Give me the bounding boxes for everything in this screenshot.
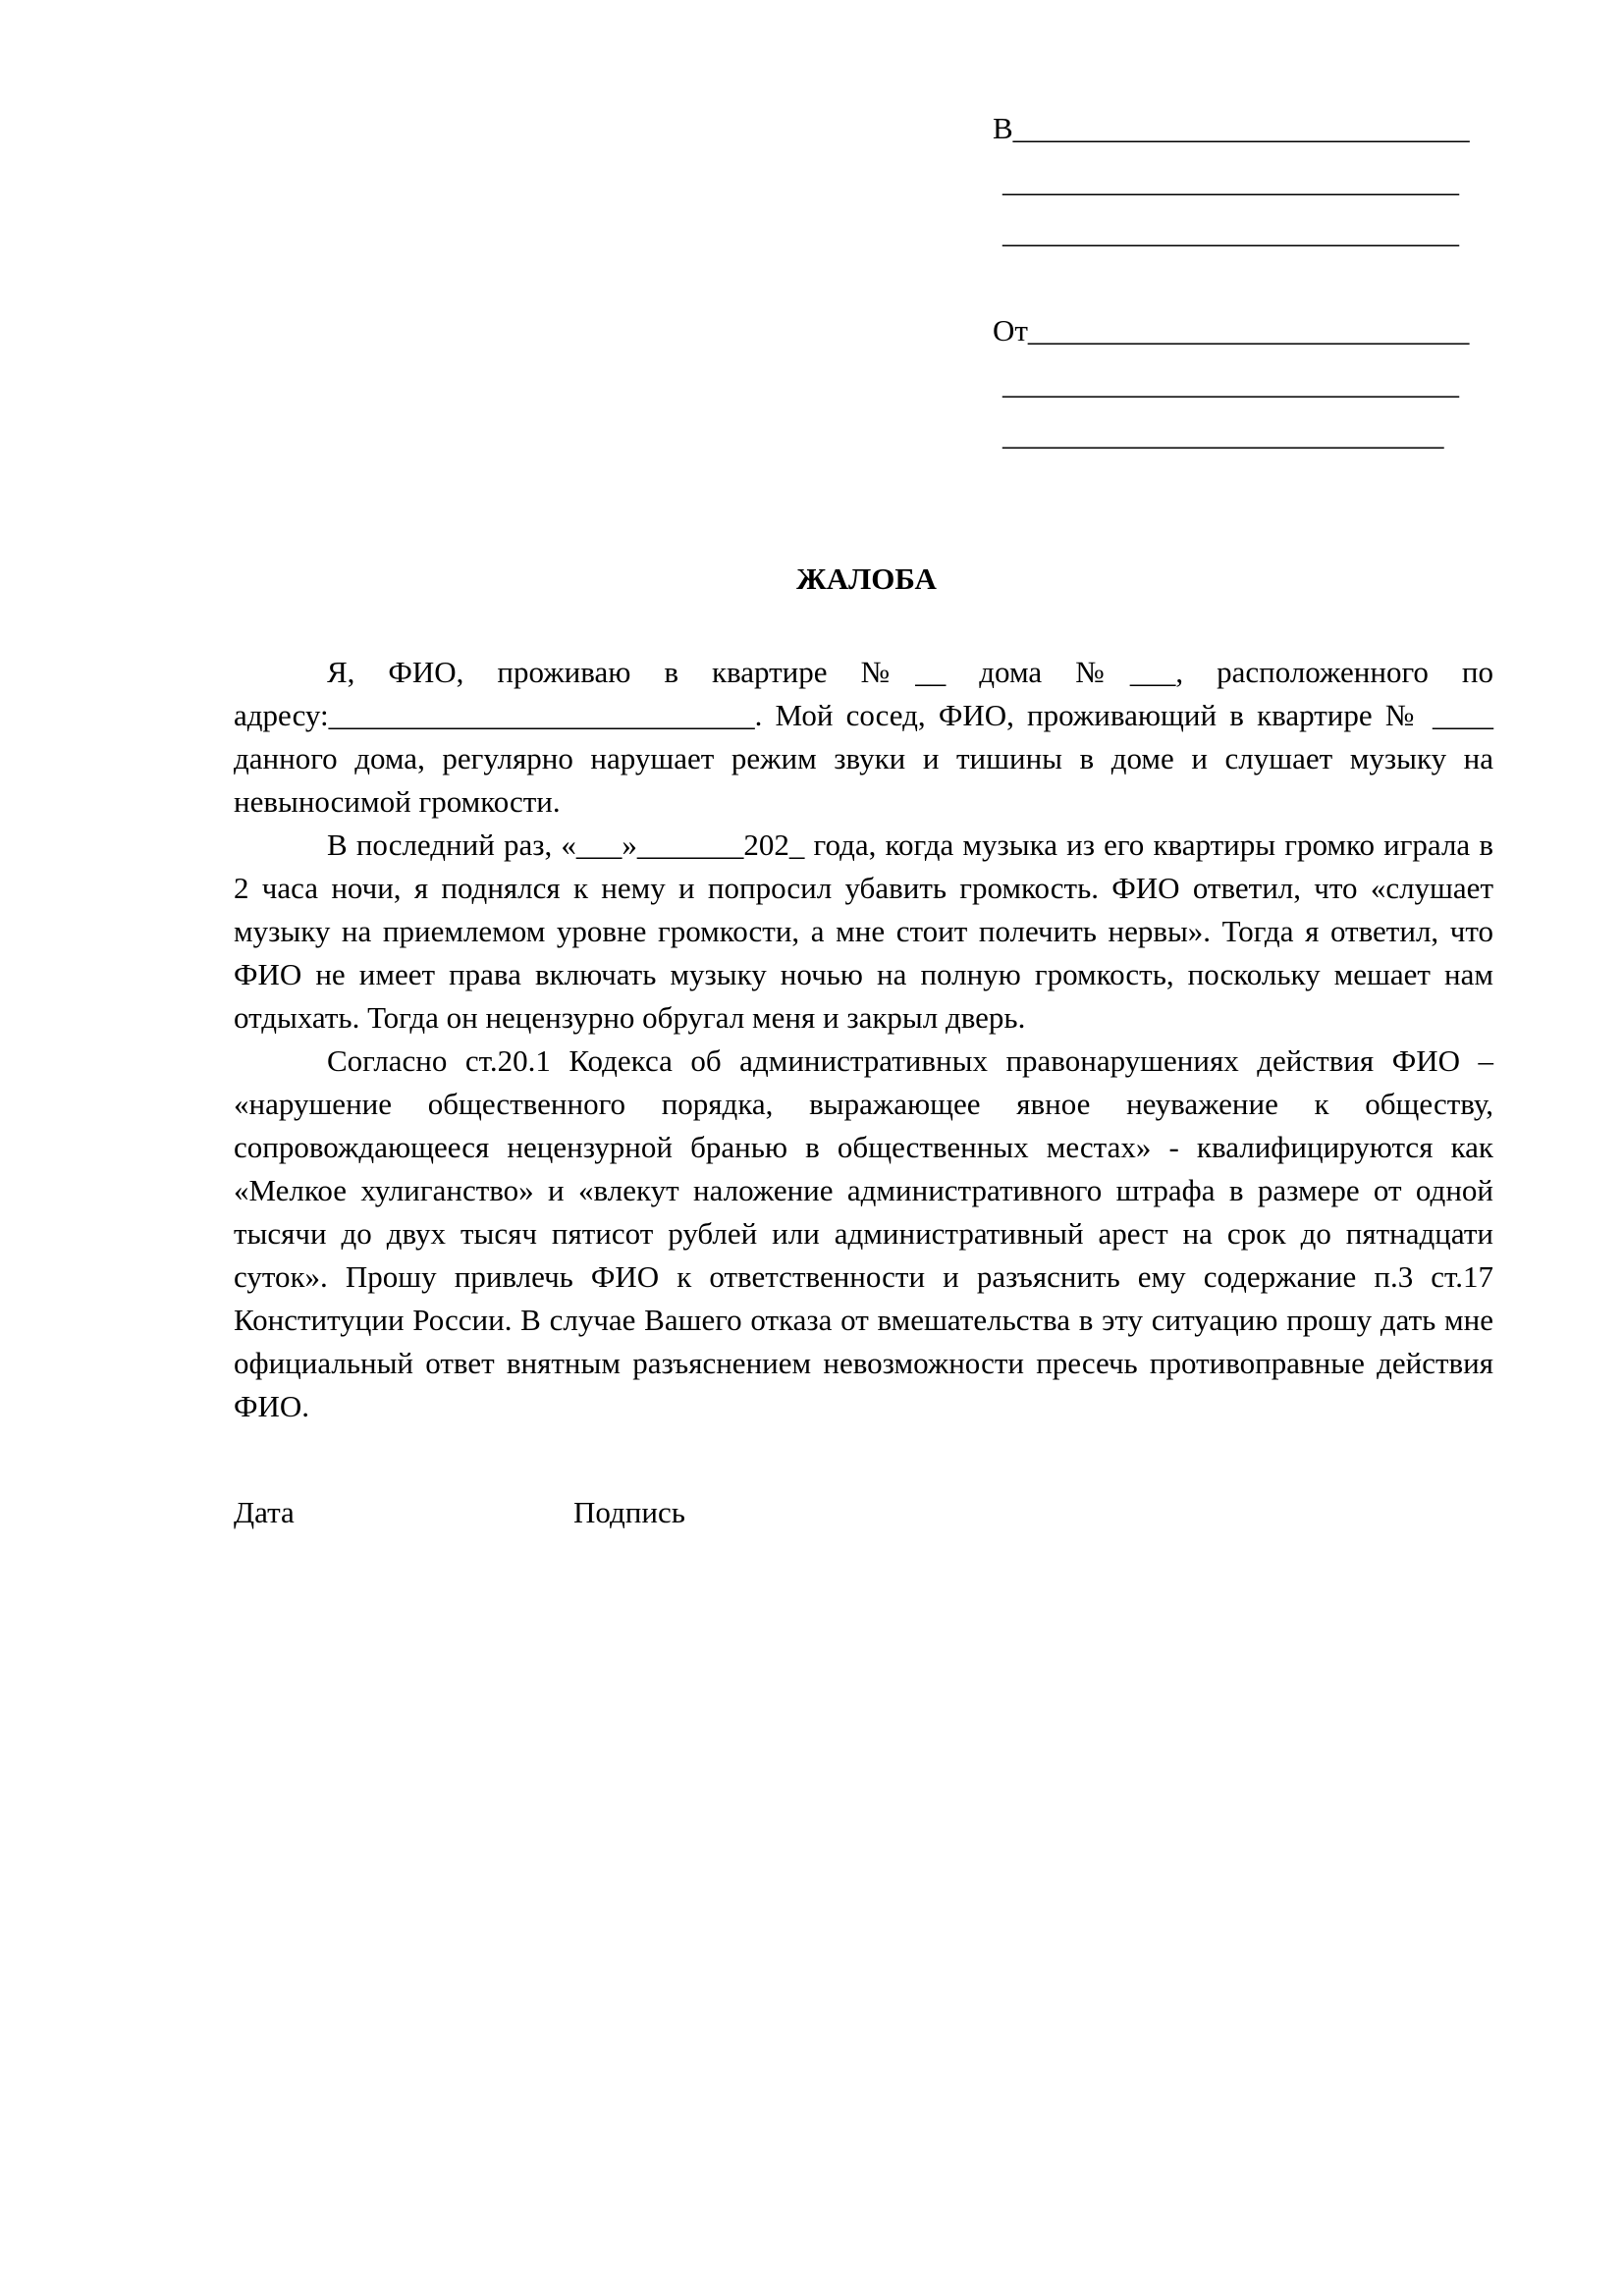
recipient-line-3: ______________________________ xyxy=(1002,215,1459,249)
date-label: Дата xyxy=(234,1495,295,1529)
recipient-line-1: В______________________________ xyxy=(993,111,1470,145)
recipient-line-2: ______________________________ xyxy=(1002,164,1459,198)
sender-line-2: ______________________________ xyxy=(1002,366,1459,400)
sender-line-3: _____________________________ xyxy=(1002,417,1444,452)
paragraph-1: Я, ФИО, проживаю в квартире №__ дома №___, расположенного по адресу:____________________________. Мой сосед, ФИО, проживающий в квартире № ____ данного дома, регулярно нарушает режим звуки и тишины в доме и слушает музыку на невыносимой громкости. xyxy=(234,655,1493,819)
paragraph-3: Согласно ст.20.1 Кодекса об административных правонарушениях действия ФИО – «нарушение общественного порядка, выражающее явное неуважение к обществу, сопровождающееся нецензурной бранью в общественных местах» - квалифицируются как «Мелкое хулиганство» и «влекут наложение административного штрафа в размере от одной тысячи до двух тысяч пятисот рублей или административный арест на срок до пятнадцати суток». Прошу привлечь ФИО к ответственности и разъяснить ему содержание п.3 ст.17 Конституции России. В случае Вашего отказа от вмешательства в эту ситуацию прошу дать мне официальный ответ внятным разъяснением невозможности пресечь противоправные действия ФИО. xyxy=(234,1043,1493,1423)
sender-line-1: От_____________________________ xyxy=(993,313,1470,347)
document-title: ЖАЛОБА xyxy=(796,561,937,596)
signature-label: Подпись xyxy=(573,1495,685,1529)
paragraph-2: В последний раз, «___»_______202_ года, когда музыка из его квартиры громко играла в 2 часа ночи, я поднялся к нему и попросил убавить громкость. ФИО ответил, что «слушает музыку на приемлемом уровне громкости, а мне стоит полечить нервы». Тогда я ответил, что ФИО не имеет права включать музыку ночью на полную громкость, поскольку мешает нам отдыхать. Тогда он нецензурно обругал меня и закрыл дверь. xyxy=(234,828,1493,1035)
